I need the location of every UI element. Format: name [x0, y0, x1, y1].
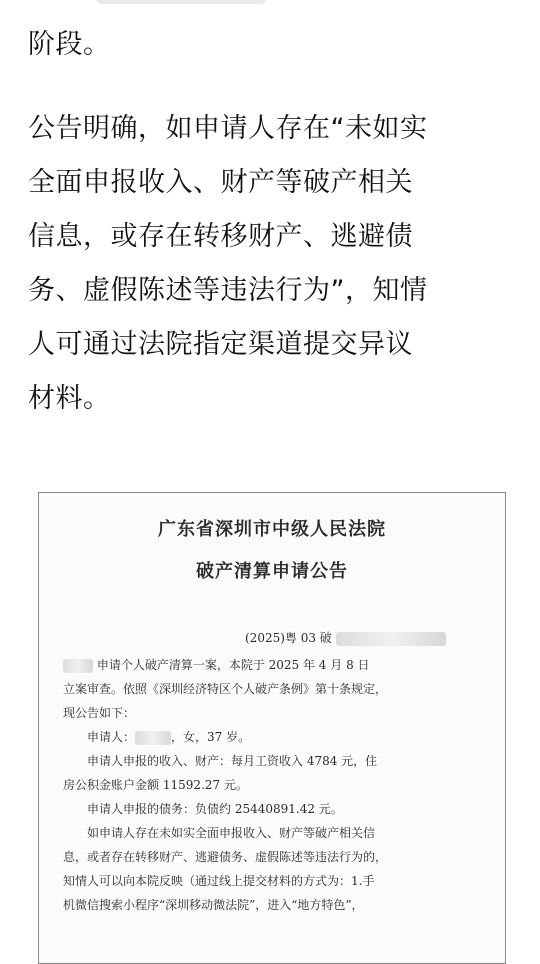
- notice-line-text: 申请个人破产清算一案，本院于 2025 年 4 月 8 日: [96, 658, 370, 672]
- notice-line: 房公积金账户金额 11592.27 元。: [63, 778, 248, 792]
- notice-line: 现公告如下：: [63, 706, 136, 720]
- notice-line: 如申请人存在未如实全面申报收入、财产等破产相关信: [87, 826, 376, 840]
- paragraph-2-line: 信息，或存在转移财产、逃避债: [28, 221, 413, 252]
- notice-line: 申请人申报的收入、财产：每月工资收入 4784 元，住: [87, 754, 378, 768]
- redacted-applicant-name: [135, 731, 171, 745]
- notice-line: [63, 653, 493, 677]
- notice-line: 申请人申报的债务：负债约 25440891.42 元。: [87, 802, 343, 816]
- notice-line: 立案审查。依照《深圳经济特区个人破产条例》第十条规定，: [63, 682, 388, 696]
- court-notice-image[interactable]: [38, 492, 506, 964]
- notice-line: 机微信搜索小程序“深圳移动微法院”，进入“地方特色”，: [63, 898, 364, 912]
- paragraph-2-line: 全面申报收入、财产等破产相关: [28, 167, 413, 198]
- redacted-name: [63, 659, 93, 673]
- applicant-info: ，女，37 岁。: [171, 730, 251, 744]
- case-number: [245, 629, 446, 646]
- paragraph-2: [28, 102, 518, 426]
- notice-title: 破产清算申请公告: [196, 561, 348, 582]
- paragraph-2-line: 公告明确，如申请人存在“未如实: [28, 113, 428, 144]
- paragraph-2-line: 人可通过法院指定渠道提交异议: [28, 329, 413, 360]
- case-number-prefix: (2025)粤 03 破: [245, 631, 332, 645]
- paragraph-1: 阶段。: [28, 29, 111, 60]
- previous-image-edge: [96, 0, 266, 4]
- redacted-case-number: [336, 632, 446, 646]
- article-text: [28, 18, 518, 426]
- notice-line: 息，或者存在转移财产、逃避债务、虚假陈述等违法行为的，: [63, 850, 388, 864]
- paragraph-2-line: 务、虚假陈述等违法行为”，知情: [28, 275, 428, 306]
- court-name: 广东省深圳市中级人民法院: [158, 519, 386, 540]
- notice-line: 知情人可以向本院反映（通过线上提交材料的方式为：1.手: [63, 874, 375, 888]
- paragraph-2-line: 材料。: [28, 383, 111, 414]
- applicant-line: [63, 725, 493, 749]
- applicant-label: 申请人：: [87, 730, 136, 744]
- image-bottom-fade: [39, 943, 505, 963]
- notice-body: [63, 653, 493, 917]
